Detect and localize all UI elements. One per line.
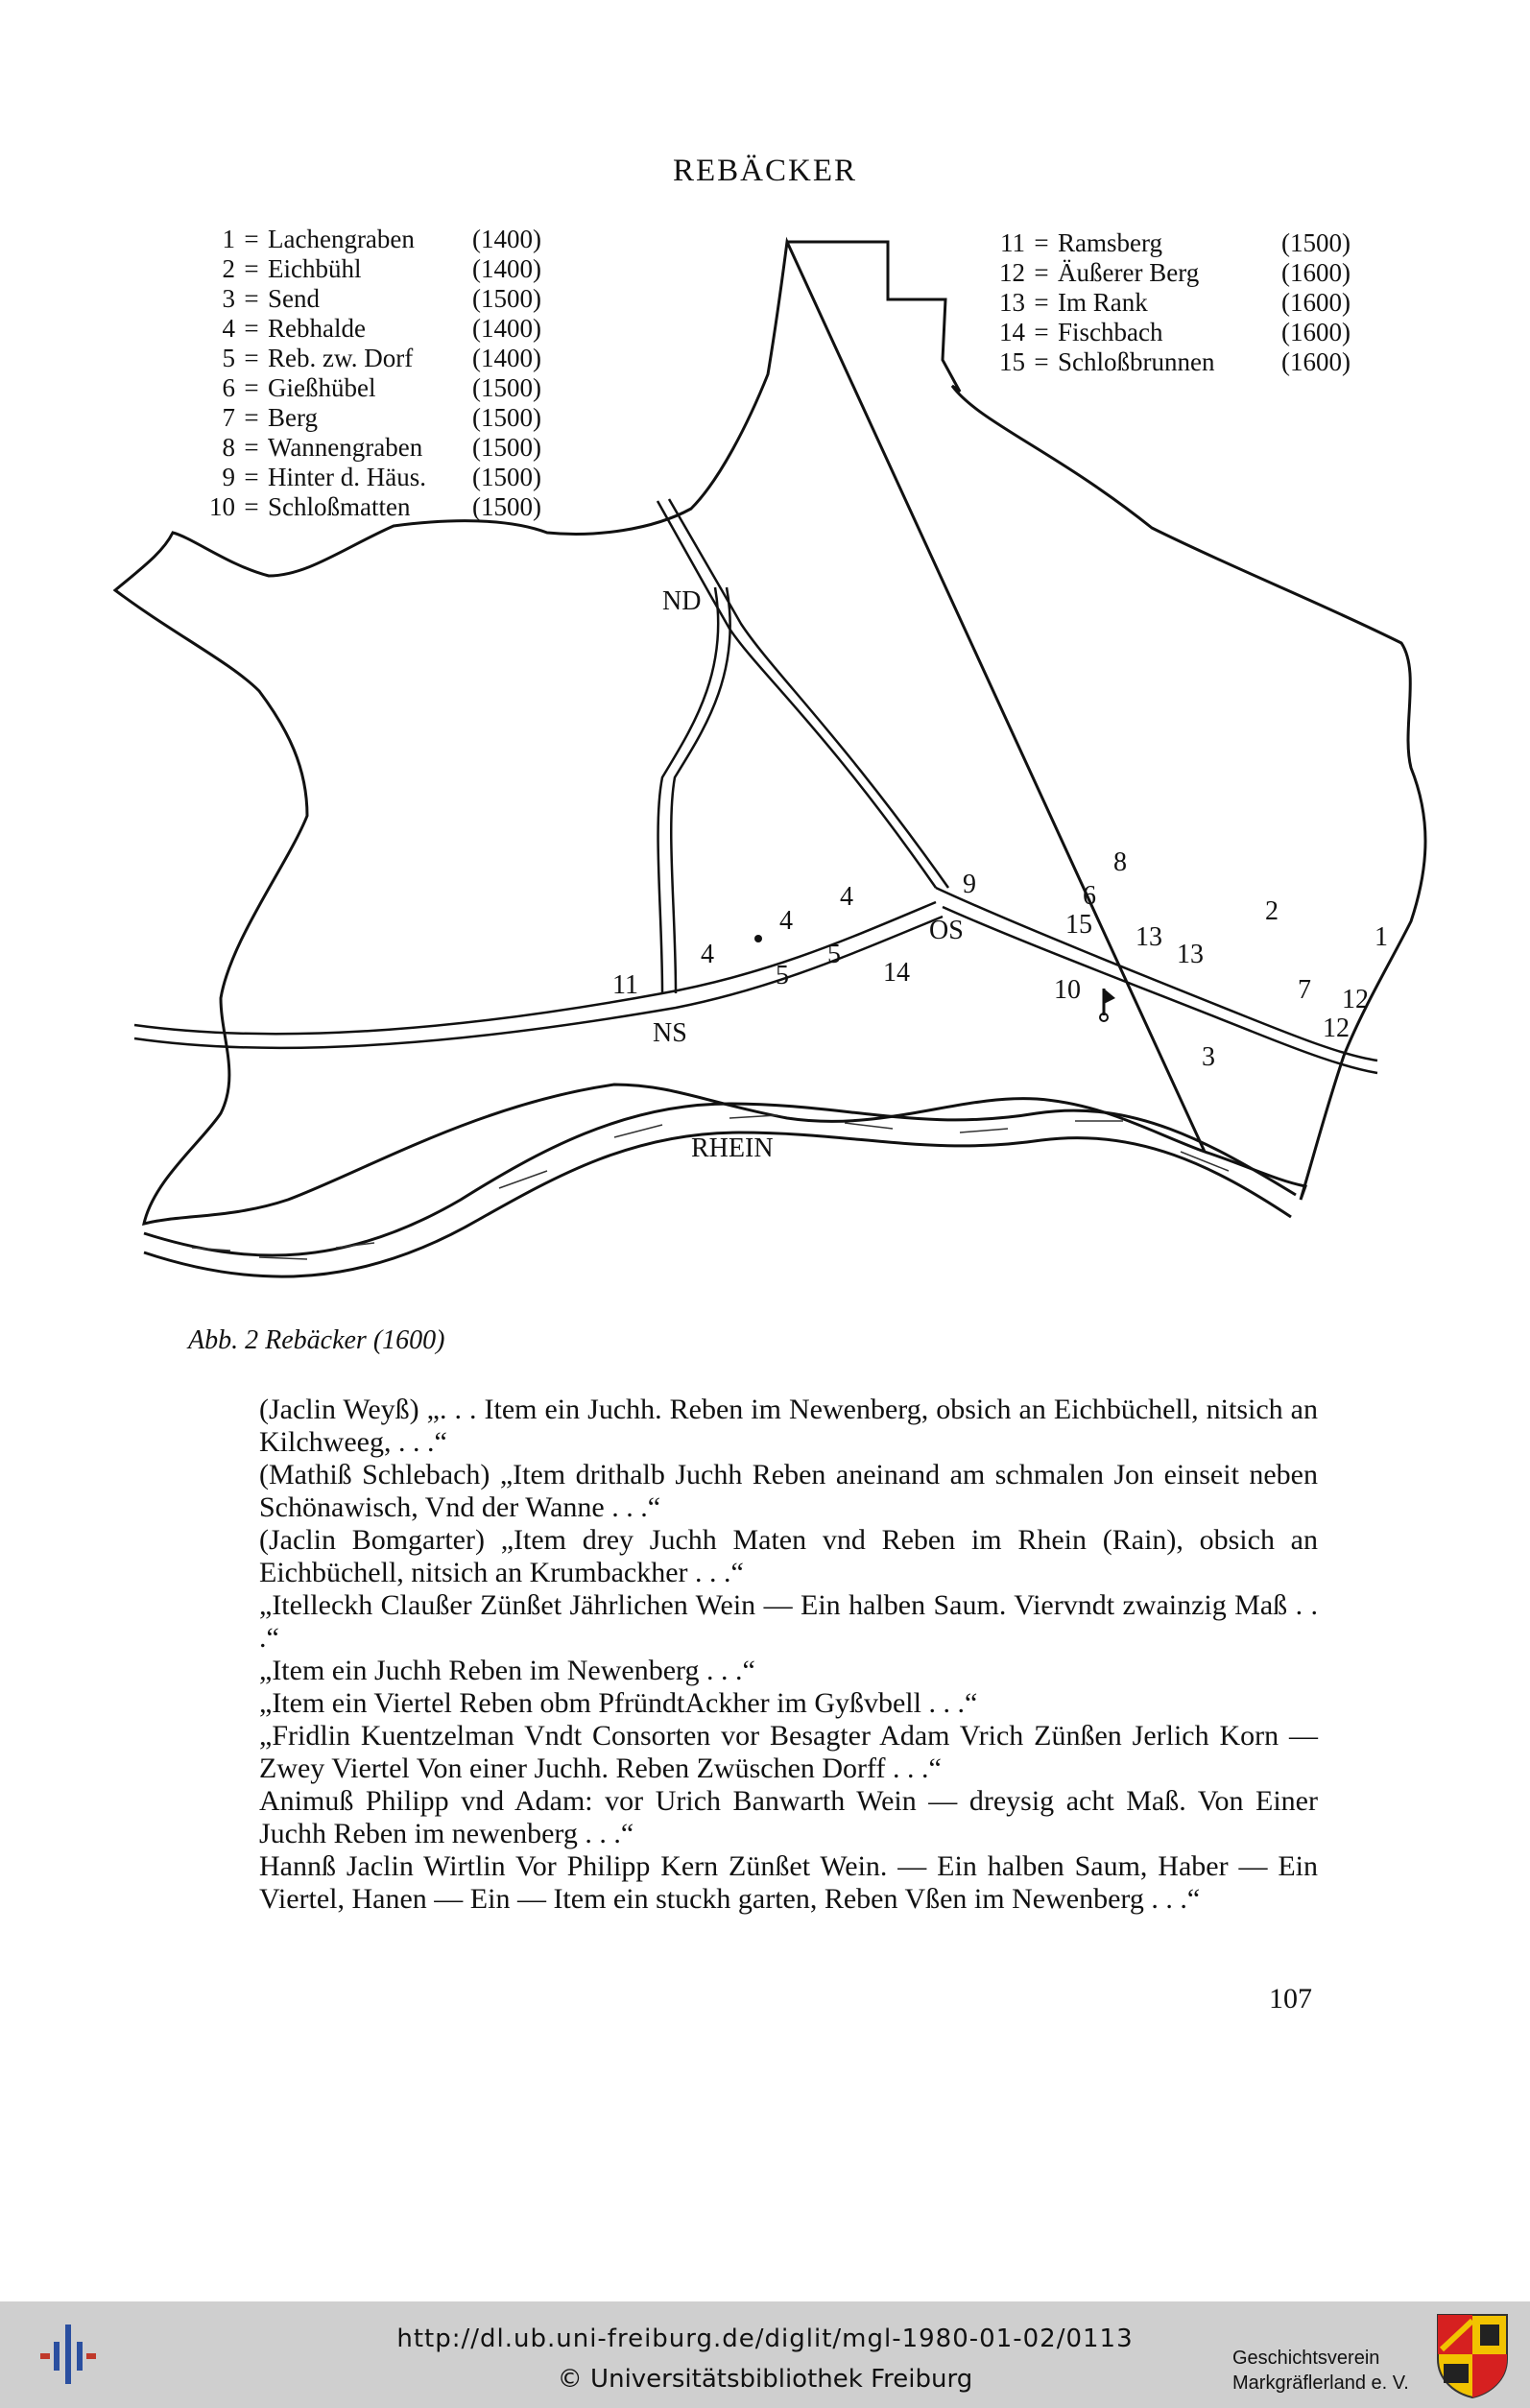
- label-1: 1: [1375, 922, 1388, 952]
- label-8: 8: [1113, 847, 1127, 877]
- paragraph: (Jaclin Bomgarter) „Item drey Juchh Maten vnd Reben im Rhein (Rain), obsich an Eichbüchell, nitsich an Krumbackher . . .“: [259, 1524, 1318, 1588]
- legend-number: 15: [999, 347, 1025, 376]
- equals-sign: =: [1034, 288, 1049, 317]
- legend-number: 11: [1000, 228, 1025, 257]
- equals-sign: =: [244, 433, 259, 462]
- body-text: [259, 1394, 1318, 1916]
- label-4: 4: [701, 940, 714, 969]
- equals-sign: =: [244, 463, 259, 491]
- legend-year: (1600): [1281, 318, 1351, 346]
- paragraph: Hannß Jaclin Wirtlin Vor Philipp Kern Zünßet Wein. — Ein halben Saum, Haber — Ein Viertel, Hanen — Ein — Item ein stuckh garten, Reben Vßen im Newenberg . . .“: [259, 1850, 1318, 1915]
- label-3: 3: [1202, 1042, 1215, 1072]
- equals-sign: =: [1034, 347, 1049, 376]
- label-os: OS: [929, 916, 964, 945]
- legend-name: Ramsberg: [1058, 228, 1162, 257]
- paragraph: „Itelleckh Claußer Zünßet Jährlichen Wein — Ein halben Saum. Viervndt zwainzig Maß . . .“: [259, 1589, 1318, 1654]
- legend-number: 8: [222, 433, 235, 462]
- equals-sign: =: [244, 314, 259, 343]
- society-line: Geschichtsverein: [1232, 2348, 1380, 2369]
- society-name: [1232, 2346, 1409, 2396]
- paragraph: „Fridlin Kuentzelman Vndt Consorten vor Besagter Adam Vrich Zünßen Jerlich Korn — Zwey Viertel Von einer Juchh. Reben Zwüschen Dorff . . .“: [259, 1720, 1318, 1784]
- legend-name: Wannengraben: [268, 433, 423, 462]
- copyright-text: © Universitätsbibliothek Freiburg: [557, 2365, 973, 2394]
- equals-sign: =: [1034, 228, 1049, 257]
- legend-year: (1400): [472, 225, 541, 253]
- legend-name: Berg: [268, 403, 318, 432]
- legend-name: Schloßbrunnen: [1058, 347, 1215, 376]
- legend-number: 13: [999, 288, 1025, 317]
- label-10: 10: [1054, 975, 1081, 1005]
- legend-year: (1500): [472, 373, 541, 402]
- map-title: REBÄCKER: [672, 154, 858, 188]
- label-5: 5: [827, 940, 841, 969]
- legend-year: (1400): [472, 344, 541, 372]
- paragraph: Animuß Philipp vnd Adam: vor Urich Banwarth Wein — dreysig acht Maß. Von Einer Juchh Reben im newenberg . . .“: [259, 1785, 1318, 1849]
- legend-name: Lachengraben: [268, 225, 415, 253]
- source-url-link[interactable]: http://dl.ub.uni-freiburg.de/diglit/mgl-1980-01-02/0113: [396, 2325, 1134, 2353]
- legend-year: (1500): [1281, 228, 1351, 257]
- label-12: 12: [1342, 985, 1369, 1014]
- footer-bar: [0, 2301, 1530, 2408]
- society-line: Markgräflerland e. V.: [1232, 2372, 1409, 2394]
- legend-name: Im Rank: [1058, 288, 1148, 317]
- equals-sign: =: [244, 403, 259, 432]
- label-7: 7: [1298, 975, 1311, 1005]
- legend-year: (1600): [1281, 347, 1351, 376]
- figure-caption: Abb. 2 Rebäcker (1600): [188, 1325, 445, 1355]
- legend-year: (1500): [472, 463, 541, 491]
- legend-number: 3: [222, 284, 235, 313]
- legend-number: 1: [222, 225, 235, 253]
- equals-sign: =: [244, 373, 259, 402]
- label-nd: ND: [662, 586, 702, 616]
- page-number: 107: [1269, 1983, 1312, 2015]
- legend-name: Schloßmatten: [268, 492, 411, 521]
- legend-name: Gießhübel: [268, 373, 376, 402]
- legend-year: (1500): [472, 433, 541, 462]
- legend-number: 7: [222, 403, 235, 432]
- label-12: 12: [1323, 1013, 1350, 1043]
- legend-number: 5: [222, 344, 235, 372]
- legend-year: (1500): [472, 403, 541, 432]
- label-13: 13: [1136, 922, 1162, 952]
- label-14: 14: [883, 958, 910, 988]
- road-lines: [134, 499, 1377, 1073]
- coat-of-arms-icon: [1434, 2311, 1511, 2399]
- legend-number: 10: [209, 492, 235, 521]
- equals-sign: =: [244, 254, 259, 283]
- legend-year: (1500): [472, 492, 541, 521]
- church-symbol: [1100, 989, 1115, 1021]
- legend-number: 9: [222, 463, 235, 491]
- label-ns: NS: [653, 1018, 687, 1048]
- dot-marker: [754, 935, 762, 942]
- legend-year: (1600): [1281, 288, 1351, 317]
- label-13: 13: [1177, 940, 1204, 969]
- rhine-river: [144, 1104, 1296, 1276]
- legend-number: 6: [222, 373, 235, 402]
- equals-sign: =: [244, 225, 259, 253]
- legend-name: Hinter d. Häus.: [268, 463, 426, 491]
- equals-sign: =: [1034, 258, 1049, 287]
- legend-name: Send: [268, 284, 320, 313]
- label-15: 15: [1065, 910, 1092, 940]
- label-6: 6: [1083, 881, 1096, 911]
- paragraph: „Item ein Juchh Reben im Newenberg . . .“: [259, 1655, 755, 1686]
- legend-name: Rebhalde: [268, 314, 366, 343]
- legend-number: 14: [999, 318, 1025, 346]
- paragraph: „Item ein Viertel Reben obm PfründtAckher im Gyßvbell . . .“: [259, 1687, 978, 1719]
- equals-sign: =: [244, 344, 259, 372]
- label-rhein: RHEIN: [691, 1133, 774, 1163]
- legend-year: (1500): [472, 284, 541, 313]
- legend-year: (1600): [1281, 258, 1351, 287]
- legend-year: (1400): [472, 314, 541, 343]
- legend-number: 12: [999, 258, 1025, 287]
- label-5: 5: [776, 961, 789, 990]
- legend-number: 4: [222, 314, 235, 343]
- equals-sign: =: [1034, 318, 1049, 346]
- label-2: 2: [1265, 896, 1279, 926]
- label-11: 11: [612, 970, 638, 1000]
- legend-name: Reb. zw. Dorf: [268, 344, 414, 372]
- legend-year: (1400): [472, 254, 541, 283]
- legend-number: 2: [222, 254, 235, 283]
- territory-boundary: [115, 242, 1425, 1224]
- label-4: 4: [840, 882, 853, 912]
- paragraph: (Mathiß Schlebach) „Item drithalb Juchh Reben aneinand am schmalen Jon einseit neben Schönawisch, Vnd der Wanne . . .“: [259, 1459, 1318, 1523]
- label-4: 4: [779, 906, 793, 936]
- equals-sign: =: [244, 492, 259, 521]
- legend-name: Fischbach: [1058, 318, 1163, 346]
- paragraph: (Jaclin Weyß) „. . . Item ein Juchh. Reben im Newenberg, obsich an Eichbüchell, nitsich an Kilchweeg, . . .“: [259, 1394, 1318, 1458]
- legend-name: Eichbühl: [268, 254, 362, 283]
- label-9: 9: [963, 870, 976, 899]
- equals-sign: =: [244, 284, 259, 313]
- legend-name: Äußerer Berg: [1058, 258, 1200, 287]
